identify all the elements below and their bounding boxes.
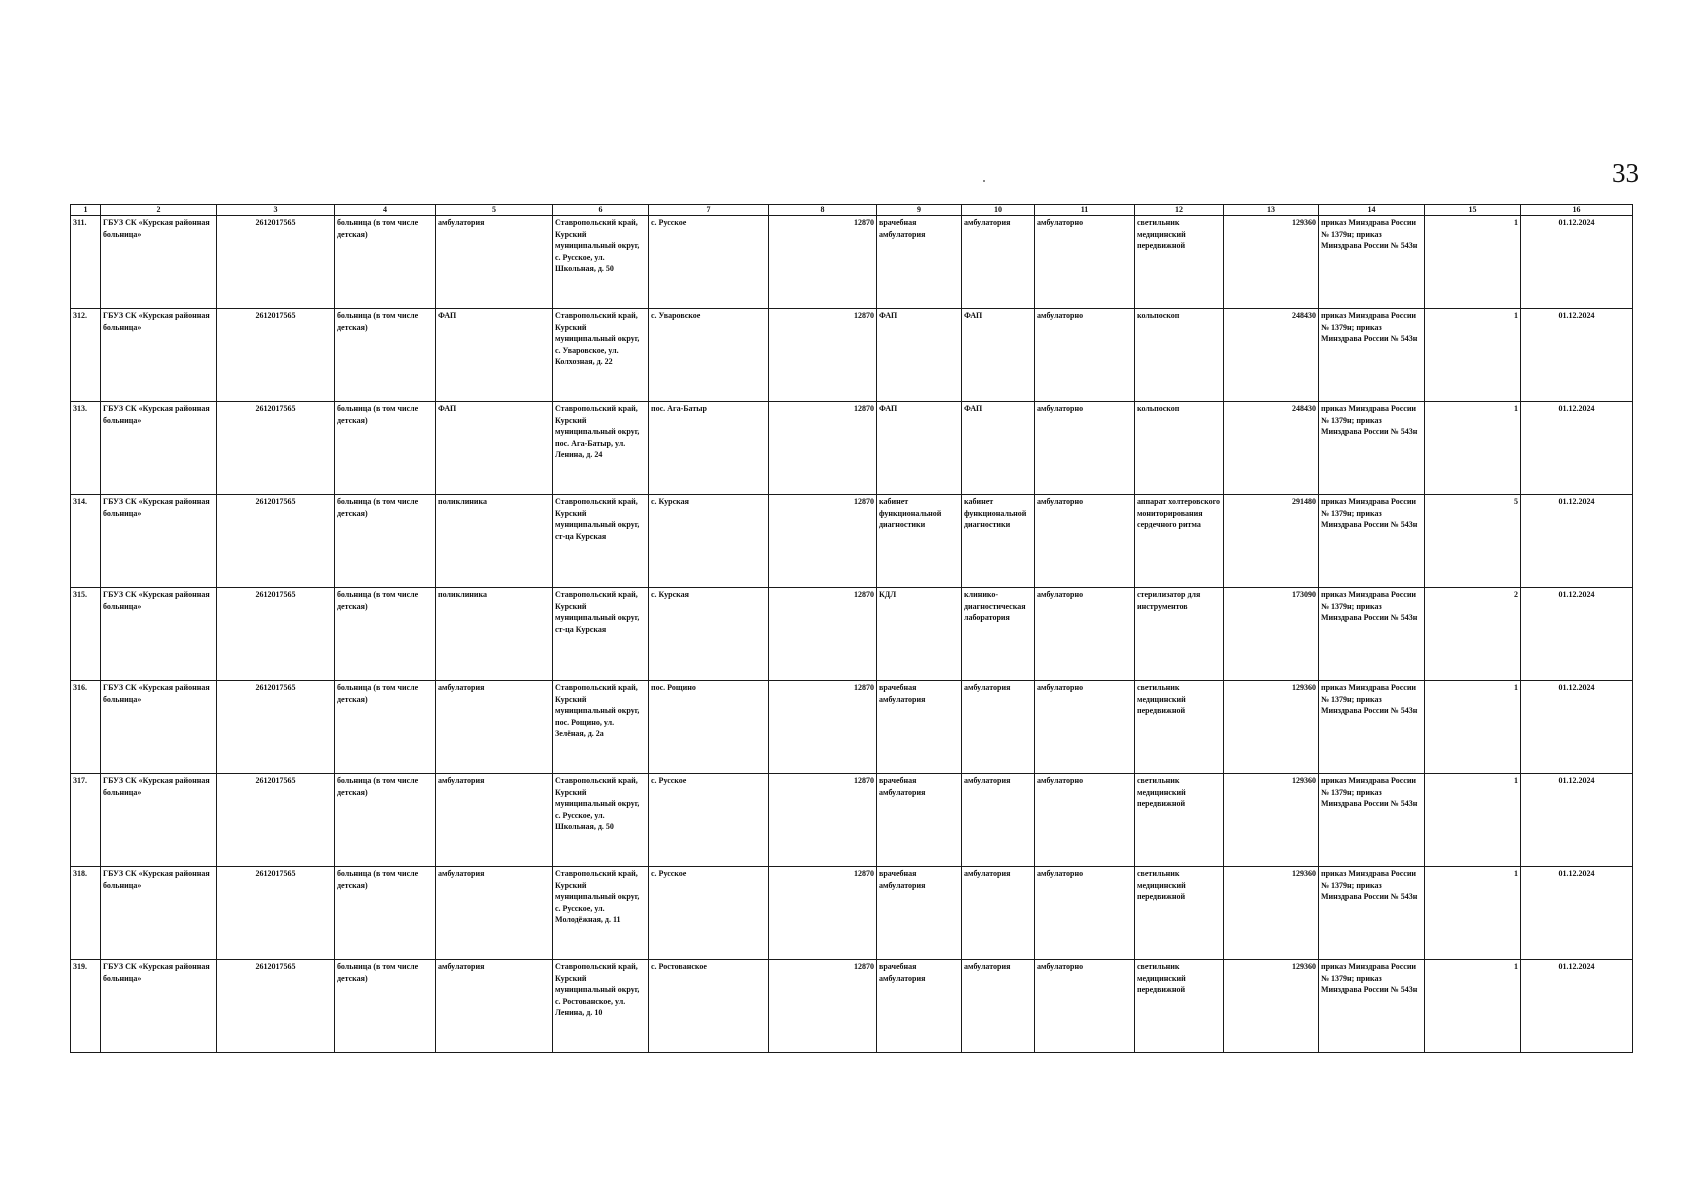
care-mode-cell: амбулаторно — [1035, 495, 1135, 588]
settlement-cell: с. Русское — [649, 867, 769, 960]
department-cell: врачебная амбулатория — [877, 681, 962, 774]
equipment-table — [70, 204, 1633, 1053]
unit-cell: ФАП — [436, 402, 553, 495]
equipment-cell: светильник медицинский передвижной — [1135, 774, 1224, 867]
order-cell: приказ Минздрава России № 1379н; приказ Минздрава России № 543н — [1319, 588, 1425, 681]
department-type-cell: амбулатория — [962, 216, 1035, 309]
address-cell: Ставропольский край, Курский муниципальный округ, с. Русское, ул. Молодёжная, д. 11 — [553, 867, 649, 960]
equipment-cell: светильник медицинский передвижной — [1135, 960, 1224, 1053]
quantity-cell: 5 — [1425, 495, 1521, 588]
table-row — [71, 309, 1633, 402]
facility-type-cell: больница (в том числе детская) — [335, 216, 436, 309]
code-cell: 12870 — [769, 402, 877, 495]
settlement-cell: с. Уваровское — [649, 309, 769, 402]
department-type-cell: амбулатория — [962, 774, 1035, 867]
table-row — [71, 681, 1633, 774]
scan-speck — [983, 180, 985, 182]
row-number: 317. — [71, 774, 101, 867]
facility-type-cell: больница (в том числе детская) — [335, 867, 436, 960]
price-cell: 291480 — [1224, 495, 1319, 588]
column-header: 11 — [1035, 205, 1135, 216]
table-row — [71, 774, 1633, 867]
department-cell: КДЛ — [877, 588, 962, 681]
settlement-cell: с. Русское — [649, 774, 769, 867]
price-cell: 129360 — [1224, 216, 1319, 309]
department-cell: кабинет функциональной диагностики — [877, 495, 962, 588]
unit-cell: амбулатория — [436, 867, 553, 960]
settlement-cell: пос. Ага-Батыр — [649, 402, 769, 495]
settlement-cell: с. Курская — [649, 495, 769, 588]
facility-type-cell: больница (в том числе детская) — [335, 960, 436, 1053]
price-cell: 129360 — [1224, 867, 1319, 960]
row-number: 312. — [71, 309, 101, 402]
unit-cell: амбулатория — [436, 960, 553, 1053]
date-cell: 01.12.2024 — [1521, 867, 1633, 960]
price-cell: 173090 — [1224, 588, 1319, 681]
code-cell: 12870 — [769, 495, 877, 588]
care-mode-cell: амбулаторно — [1035, 309, 1135, 402]
date-cell: 01.12.2024 — [1521, 402, 1633, 495]
facility-type-cell: больница (в том числе детская) — [335, 588, 436, 681]
department-type-cell: ФАП — [962, 402, 1035, 495]
row-number: 315. — [71, 588, 101, 681]
care-mode-cell: амбулаторно — [1035, 960, 1135, 1053]
inn-cell: 2612017565 — [217, 402, 335, 495]
address-cell: Ставропольский край, Курский муниципальный округ, с. Ростованское, ул. Ленина, д. 10 — [553, 960, 649, 1053]
inn-cell: 2612017565 — [217, 495, 335, 588]
care-mode-cell: амбулаторно — [1035, 402, 1135, 495]
column-header: 6 — [553, 205, 649, 216]
table-row — [71, 588, 1633, 681]
facility-type-cell: больница (в том числе детская) — [335, 309, 436, 402]
column-header: 3 — [217, 205, 335, 216]
facility-type-cell: больница (в том числе детская) — [335, 495, 436, 588]
column-header: 1 — [71, 205, 101, 216]
unit-cell: амбулатория — [436, 216, 553, 309]
column-header: 10 — [962, 205, 1035, 216]
column-header: 5 — [436, 205, 553, 216]
equipment-cell: кольпоскоп — [1135, 309, 1224, 402]
date-cell: 01.12.2024 — [1521, 588, 1633, 681]
department-cell: врачебная амбулатория — [877, 216, 962, 309]
address-cell: Ставропольский край, Курский муниципальный округ, пос. Ага-Батыр, ул. Ленина, д. 24 — [553, 402, 649, 495]
care-mode-cell: амбулаторно — [1035, 774, 1135, 867]
unit-cell: амбулатория — [436, 774, 553, 867]
code-cell: 12870 — [769, 774, 877, 867]
department-type-cell: клинико-диагностическая лаборатория — [962, 588, 1035, 681]
care-mode-cell: амбулаторно — [1035, 216, 1135, 309]
column-header: 13 — [1224, 205, 1319, 216]
column-header: 2 — [101, 205, 217, 216]
organization-cell: ГБУЗ СК «Курская районная больница» — [101, 681, 217, 774]
price-cell: 129360 — [1224, 774, 1319, 867]
row-number: 318. — [71, 867, 101, 960]
organization-cell: ГБУЗ СК «Курская районная больница» — [101, 216, 217, 309]
address-cell: Ставропольский край, Курский муниципальный округ, ст-ца Курская — [553, 588, 649, 681]
department-cell: врачебная амбулатория — [877, 774, 962, 867]
organization-cell: ГБУЗ СК «Курская районная больница» — [101, 774, 217, 867]
price-cell: 248430 — [1224, 309, 1319, 402]
quantity-cell: 1 — [1425, 774, 1521, 867]
order-cell: приказ Минздрава России № 1379н; приказ Минздрава России № 543н — [1319, 495, 1425, 588]
settlement-cell: с. Русское — [649, 216, 769, 309]
settlement-cell: с. Курская — [649, 588, 769, 681]
quantity-cell: 1 — [1425, 960, 1521, 1053]
facility-type-cell: больница (в том числе детская) — [335, 402, 436, 495]
order-cell: приказ Минздрава России № 1379н; приказ Минздрава России № 543н — [1319, 960, 1425, 1053]
department-type-cell: ФАП — [962, 309, 1035, 402]
column-header: 14 — [1319, 205, 1425, 216]
header-row — [71, 205, 1633, 216]
price-cell: 129360 — [1224, 681, 1319, 774]
settlement-cell: пос. Рощино — [649, 681, 769, 774]
order-cell: приказ Минздрава России № 1379н; приказ Минздрава России № 543н — [1319, 216, 1425, 309]
code-cell: 12870 — [769, 681, 877, 774]
organization-cell: ГБУЗ СК «Курская районная больница» — [101, 588, 217, 681]
department-cell: врачебная амбулатория — [877, 867, 962, 960]
date-cell: 01.12.2024 — [1521, 309, 1633, 402]
quantity-cell: 1 — [1425, 867, 1521, 960]
equipment-cell: светильник медицинский передвижной — [1135, 681, 1224, 774]
code-cell: 12870 — [769, 867, 877, 960]
order-cell: приказ Минздрава России № 1379н; приказ Минздрава России № 543н — [1319, 867, 1425, 960]
order-cell: приказ Минздрава России № 1379н; приказ Минздрава России № 543н — [1319, 681, 1425, 774]
date-cell: 01.12.2024 — [1521, 216, 1633, 309]
table-row — [71, 960, 1633, 1053]
order-cell: приказ Минздрава России № 1379н; приказ Минздрава России № 543н — [1319, 309, 1425, 402]
care-mode-cell: амбулаторно — [1035, 681, 1135, 774]
organization-cell: ГБУЗ СК «Курская районная больница» — [101, 309, 217, 402]
price-cell: 248430 — [1224, 402, 1319, 495]
inn-cell: 2612017565 — [217, 774, 335, 867]
unit-cell: амбулатория — [436, 681, 553, 774]
code-cell: 12870 — [769, 588, 877, 681]
organization-cell: ГБУЗ СК «Курская районная больница» — [101, 402, 217, 495]
column-header: 8 — [769, 205, 877, 216]
date-cell: 01.12.2024 — [1521, 960, 1633, 1053]
table-row — [71, 495, 1633, 588]
table-row — [71, 402, 1633, 495]
organization-cell: ГБУЗ СК «Курская районная больница» — [101, 960, 217, 1053]
row-number: 319. — [71, 960, 101, 1053]
address-cell: Ставропольский край, Курский муниципальный округ, с. Русское, ул. Школьная, д. 50 — [553, 216, 649, 309]
date-cell: 01.12.2024 — [1521, 681, 1633, 774]
equipment-cell: аппарат холтеровского мониторирования сердечного ритма — [1135, 495, 1224, 588]
unit-cell: поликлиника — [436, 495, 553, 588]
unit-cell: ФАП — [436, 309, 553, 402]
row-number: 313. — [71, 402, 101, 495]
row-number: 314. — [71, 495, 101, 588]
unit-cell: поликлиника — [436, 588, 553, 681]
department-type-cell: кабинет функциональной диагностики — [962, 495, 1035, 588]
column-header: 16 — [1521, 205, 1633, 216]
address-cell: Ставропольский край, Курский муниципальный округ, пос. Рощино, ул. Зелёная, д. 2а — [553, 681, 649, 774]
date-cell: 01.12.2024 — [1521, 774, 1633, 867]
quantity-cell: 1 — [1425, 309, 1521, 402]
column-header: 9 — [877, 205, 962, 216]
date-cell: 01.12.2024 — [1521, 495, 1633, 588]
department-type-cell: амбулатория — [962, 681, 1035, 774]
department-cell: ФАП — [877, 309, 962, 402]
column-header: 12 — [1135, 205, 1224, 216]
quantity-cell: 2 — [1425, 588, 1521, 681]
inn-cell: 2612017565 — [217, 216, 335, 309]
department-type-cell: амбулатория — [962, 960, 1035, 1053]
department-cell: врачебная амбулатория — [877, 960, 962, 1053]
row-number: 311. — [71, 216, 101, 309]
column-header: 7 — [649, 205, 769, 216]
department-type-cell: амбулатория — [962, 867, 1035, 960]
code-cell: 12870 — [769, 960, 877, 1053]
quantity-cell: 1 — [1425, 216, 1521, 309]
settlement-cell: с. Ростованское — [649, 960, 769, 1053]
inn-cell: 2612017565 — [217, 681, 335, 774]
facility-type-cell: больница (в том числе детская) — [335, 681, 436, 774]
table-row — [71, 867, 1633, 960]
code-cell: 12870 — [769, 216, 877, 309]
address-cell: Ставропольский край, Курский муниципальный округ, ст-ца Курская — [553, 495, 649, 588]
care-mode-cell: амбулаторно — [1035, 588, 1135, 681]
page-number: 33 — [1612, 158, 1639, 188]
row-number: 316. — [71, 681, 101, 774]
address-cell: Ставропольский край, Курский муниципальный округ, с. Уваровское, ул. Колхозная, д. 22 — [553, 309, 649, 402]
equipment-cell: светильник медицинский передвижной — [1135, 867, 1224, 960]
address-cell: Ставропольский край, Курский муниципальный округ, с. Русское, ул. Школьная, д. 50 — [553, 774, 649, 867]
column-header: 4 — [335, 205, 436, 216]
order-cell: приказ Минздрава России № 1379н; приказ Минздрава России № 543н — [1319, 402, 1425, 495]
inn-cell: 2612017565 — [217, 867, 335, 960]
quantity-cell: 1 — [1425, 402, 1521, 495]
code-cell: 12870 — [769, 309, 877, 402]
inn-cell: 2612017565 — [217, 588, 335, 681]
order-cell: приказ Минздрава России № 1379н; приказ Минздрава России № 543н — [1319, 774, 1425, 867]
equipment-cell: стерилизатор для инструментов — [1135, 588, 1224, 681]
table-body — [71, 216, 1633, 1053]
inn-cell: 2612017565 — [217, 960, 335, 1053]
price-cell: 129360 — [1224, 960, 1319, 1053]
equipment-cell: кольпоскоп — [1135, 402, 1224, 495]
quantity-cell: 1 — [1425, 681, 1521, 774]
organization-cell: ГБУЗ СК «Курская районная больница» — [101, 867, 217, 960]
department-cell: ФАП — [877, 402, 962, 495]
facility-type-cell: больница (в том числе детская) — [335, 774, 436, 867]
inn-cell: 2612017565 — [217, 309, 335, 402]
table-row — [71, 216, 1633, 309]
organization-cell: ГБУЗ СК «Курская районная больница» — [101, 495, 217, 588]
column-header: 15 — [1425, 205, 1521, 216]
equipment-cell: светильник медицинский передвижной — [1135, 216, 1224, 309]
care-mode-cell: амбулаторно — [1035, 867, 1135, 960]
